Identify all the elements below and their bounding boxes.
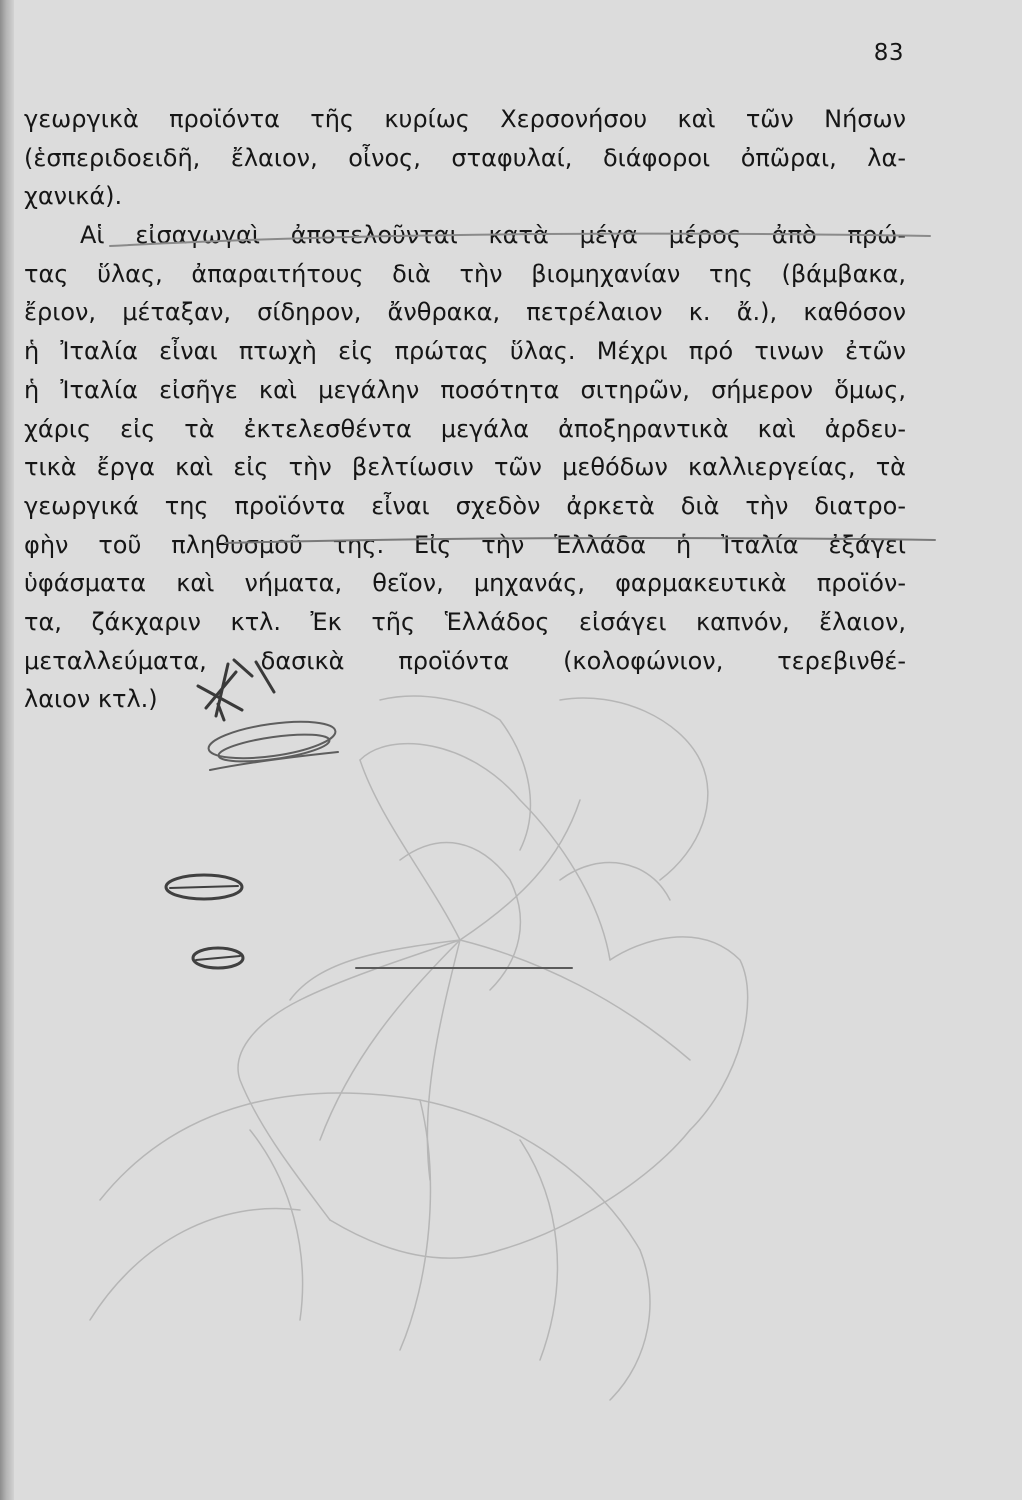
text-line: λαιον κτλ.)	[24, 685, 158, 714]
book-spine-edge	[0, 0, 14, 1500]
text-line: τικὰ ἔργα καὶ εἰς τὴν βελτίωσιν τῶν μεθόδων καλλιεργείας, τὰ	[24, 453, 906, 482]
body-text	[24, 100, 906, 719]
page-number: 83	[873, 40, 904, 66]
text-line: γεωργικὰ προϊόντα τῆς κυρίως Χερσονήσου καὶ τῶν Νήσων	[24, 105, 906, 133]
text-line: τας ὕλας, ἀπαραιτήτους διὰ τὴν βιομηχανίαν της (βάμβακα,	[24, 259, 906, 288]
text-line: γεωργικά της προϊόντα εἶναι σχεδὸν ἀρκετὰ διὰ τὴν διατρο-	[24, 491, 906, 520]
text-line: φὴν τοῦ πληθυσμοῦ της. Εἰς τὴν Ἑλλάδα ἡ Ἰταλία ἐξάγει	[24, 530, 906, 559]
pencil-flower-drawing	[90, 696, 748, 1400]
pencil-ovals	[166, 715, 338, 968]
text-line: χάρις εἰς τὰ ἐκτελεσθέντα μεγάλα ἀποξηραντικὰ καὶ ἀρδευ-	[24, 414, 906, 443]
text-line: Αἱ εἰσαγωγαὶ ἀποτελοῦνται κατὰ μέγα μέρος ἀπὸ πρώ-	[80, 221, 906, 250]
text-line: ἔριον, μέταξαν, σίδηρον, ἄνθρακα, πετρέλαιον κ. ἄ.), καθόσον	[24, 298, 906, 327]
text-line: ἡ Ἰταλία εἶναι πτωχὴ εἰς πρώτας ὕλας. Μέχρι πρό τινων ἐτῶν	[24, 337, 906, 366]
text-line: μεταλλεύματα, δασικὰ προϊόντα (κολοφώνιον, τερεβινθέ-	[24, 646, 906, 675]
text-line: ὑφάσματα καὶ νήματα, θεῖον, μηχανάς, φαρμακευτικὰ προϊόν-	[24, 569, 906, 598]
text-line: (ἑσπεριδοειδῆ, ἔλαιον, οἶνος, σταφυλαί, διάφοροι ὀπῶραι, λα-	[24, 143, 906, 172]
text-line: τα, ζάκχαριν κτλ. Ἐκ τῆς Ἑλλάδος εἰσάγει καπνόν, ἔλαιον,	[24, 607, 906, 636]
text-line: χανικά).	[24, 182, 123, 211]
text-line: ἡ Ἰταλία εἰσῆγε καὶ μεγάλην ποσότητα σιτηρῶν, σήμερον ὅμως,	[24, 375, 906, 404]
